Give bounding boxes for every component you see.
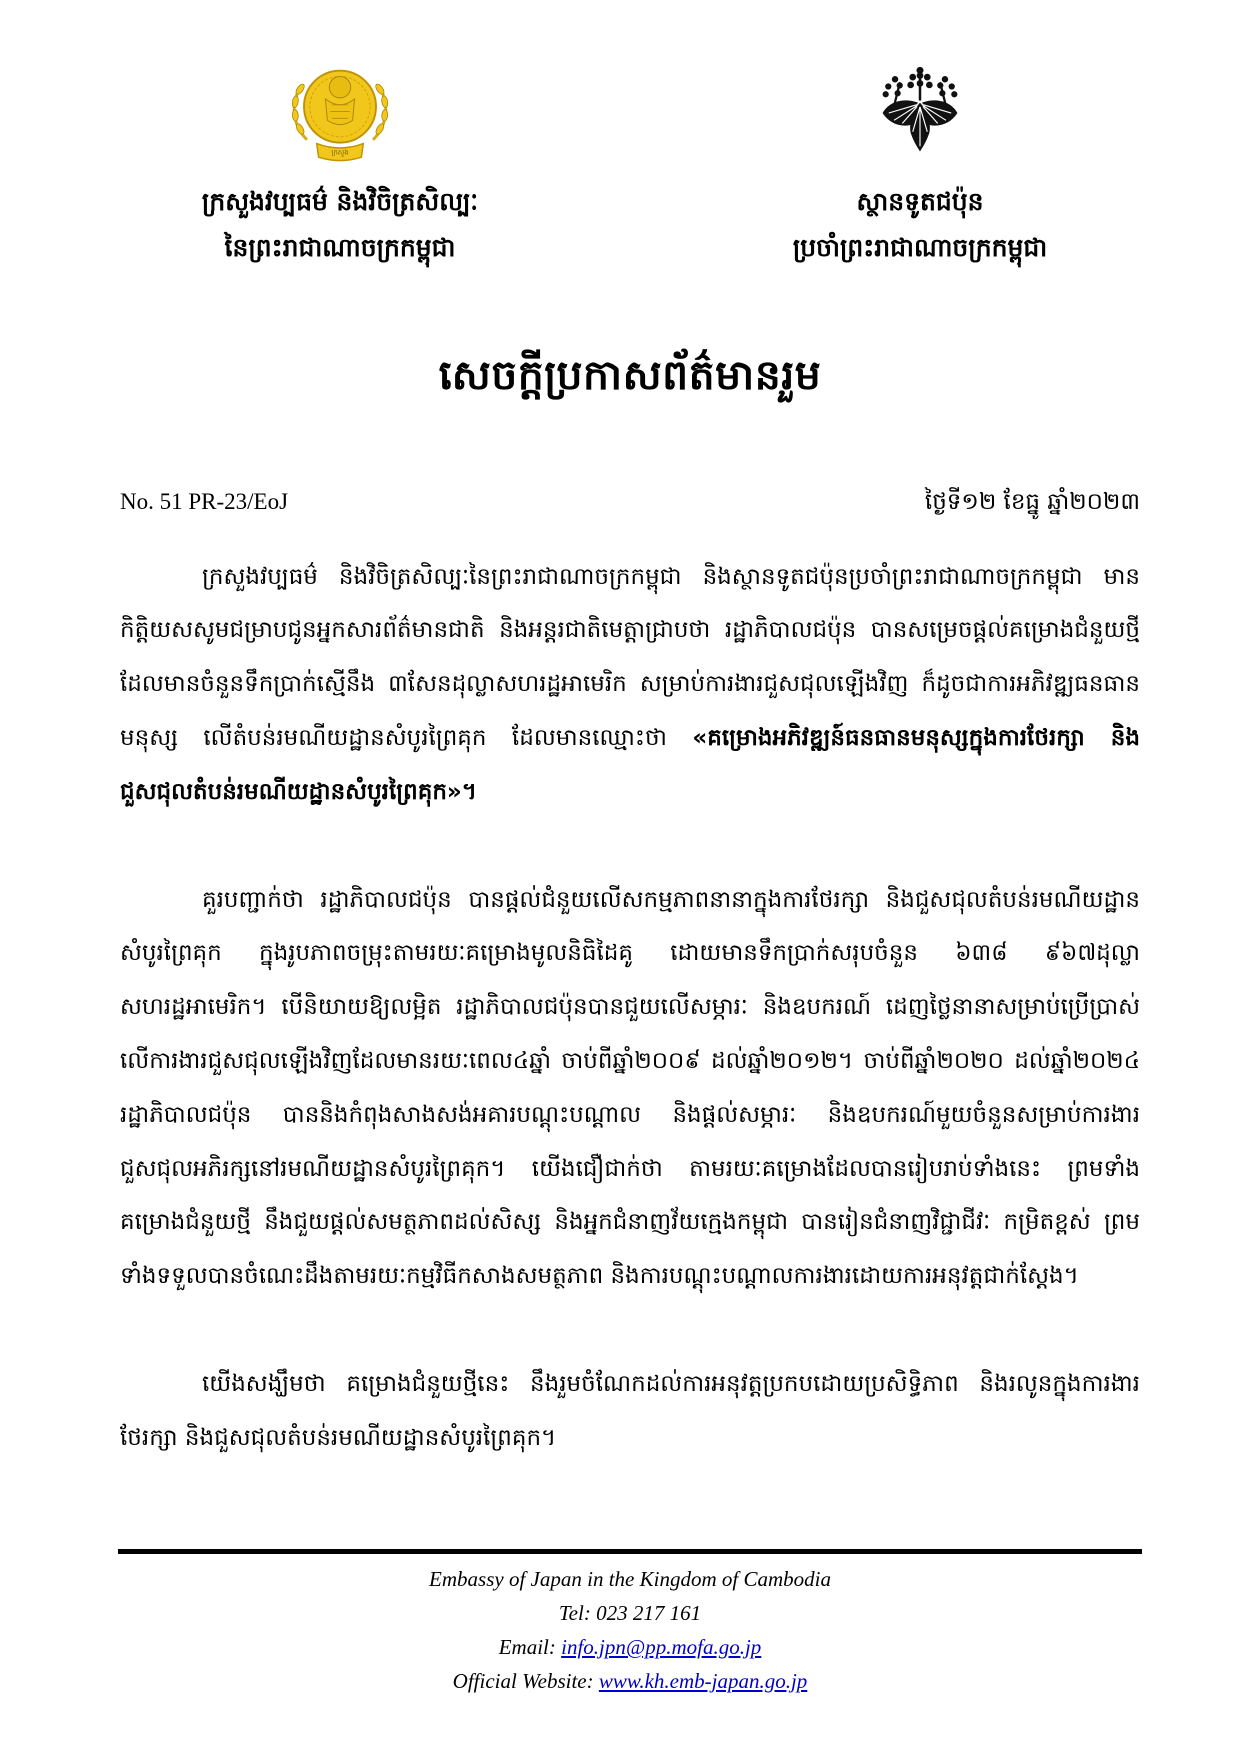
paragraph-3: យើងសង្ឃឹមថា គម្រោងជំនួយថ្មីនេះ នឹងរួមចំណែកដល់ការអនុវត្តប្រកបដោយប្រសិទ្ធិភាព និងរលូនក្នុងការងារថែរក្សា និងជួសជុលតំបន់រមណីយដ្ឋានសំបូរព្រៃគុក។ [120,1371,1140,1451]
website-link[interactable]: www.kh.emb-japan.go.jp [598,1668,808,1693]
paragraph-1-text: ក្រសួងវប្បធម៌ និងវិចិត្រសិល្បៈនៃព្រះរាជាណាចក្រកម្ពុជា និងស្ថានទូតជប៉ុនប្រចាំព្រះរាជាណាចក្រកម្ពុជា មានកិត្តិយសសូមជម្រាបជូនអ្នកសារព័ត៌មានជាតិ និងអន្តរជាតិមេត្តាជ្រាបថា រដ្ឋាភិបាលជប៉ុន បានសម្រេចផ្តល់គម្រោងជំនួយថ្មី ដែលមានចំនួនទឹកប្រាក់ស្មើនឹង ៣សែនដុល្លាសហរដ្ឋអាមេរិក សម្រាប់ការងារជួសជុលឡើងវិញ ក៏ដូចជាការអភិវឌ្ឍធនធានមនុស្ស លើតំបន់រមណីយដ្ឋានសំបូរព្រៃគុក ដែលមានឈ្មោះថា [120,563,1140,751]
reference-number: No. 51 PR-23/EoJ [120,488,289,514]
document-date: ថ្ងៃទី១២ ខែធ្នូ ឆ្នាំ២០២៣ [924,488,1140,515]
paragraph-1 [120,551,1140,820]
project-name-bold: «គម្រោងអភិវឌ្ឍន៍ធនធានមនុស្សក្នុងការថែរក្សា និងជួសជុលតំបន់រមណីយដ្ឋានសំបូរព្រៃគុក»។ [120,724,1141,805]
embassy-block [700,60,1140,272]
footer [118,1549,1142,1698]
footer-website-line [118,1664,1142,1698]
website-label: Official Website: [452,1668,599,1693]
footer-telephone: Tel: 023 217 161 [558,1600,702,1625]
ministry-name-line2: នៃព្រះរាជាណាចក្រកម្ពុជា [224,233,456,263]
ministry-block [120,60,560,272]
reference-row [120,488,1140,521]
document-body [120,551,1140,1466]
svg-text:ក្រសួង: ក្រសួង [331,148,349,157]
japan-paulownia-seal-icon [868,60,972,165]
paragraph-2: គួរបញ្ជាក់ថា រដ្ឋាភិបាលជប៉ុន បានផ្តល់ជំនួយលើសកម្មភាពនានាក្នុងការថែរក្សា និងជួសជុលតំបន់រមណីយដ្ឋានសំបូរព្រៃគុក ក្នុងរូបភាពចម្រុះតាមរយៈគម្រោងមូលនិធិដៃគូ ដោយមានទឹកប្រាក់សរុបចំនួន ៦៣៨ ៩៦៧ដុល្លាសហរដ្ឋអាមេរិក។ បើនិយាយឱ្យលម្អិត រដ្ឋាភិបាលជប៉ុនបានជួយលើសម្ភារៈ និងឧបករណ៍ ដេញថ្លៃនានាសម្រាប់ប្រើប្រាស់លើការងារជួសជុលឡើងវិញដែលមានរយៈពេល៤ឆ្នាំ ចាប់ពីឆ្នាំ២០០៩ ដល់ឆ្នាំ២០១២។ ចាប់ពីឆ្នាំ២០២០ ដល់ឆ្នាំ២០២៤ រដ្ឋាភិបាលជប៉ុន បាននិងកំពុងសាងសង់អគារបណ្ដុះបណ្ដាល និងផ្តល់សម្ភារៈ និងឧបករណ៍មួយចំនួនសម្រាប់ការងារជួសជុលអភិរក្សនៅរមណីយដ្ឋានសំបូរព្រៃគុក។ យើងជឿជាក់ថា តាមរយៈគម្រោងដែលបានរៀបរាប់ទាំងនេះ ព្រមទាំងគម្រោងជំនួយថ្មី នឹងជួយផ្តល់សមត្ថភាពដល់សិស្ស និងអ្នកជំនាញវ័យក្មេងកម្ពុជា បានរៀនជំនាញវិជ្ជាជីវៈ កម្រិតខ្ពស់ ព្រមទាំងទទួលបានចំណេះដឹងតាមរយៈកម្មវិធីកសាងសមត្ថភាព និងការបណ្ដុះបណ្ដាលការងារដោយការអនុវត្តជាក់ស្ដែង។ [120,886,1140,1290]
ministry-name-line1: ក្រសួងវប្បធម៌ និងវិចិត្រសិល្បៈ [201,187,479,216]
email-label: Email: [498,1634,562,1659]
page-content [120,60,1140,1520]
letterhead [120,60,1140,272]
footer-org-name: Embassy of Japan in the Kingdom of Cambodia [429,1566,831,1591]
embassy-name-line1: ស្ថានទូតជប៉ុន [856,187,984,216]
email-link[interactable]: info.jpn@pp.mofa.go.jp [561,1634,762,1659]
footer-email-line [118,1630,1142,1664]
page-title: សេចក្ដីប្រកាសព័ត៌មានរួម [438,350,822,399]
cambodia-ministry-seal-icon [281,60,399,165]
embassy-name-line2: ប្រចាំព្រះរាជាណាចក្រកម្ពុជា [792,233,1048,263]
